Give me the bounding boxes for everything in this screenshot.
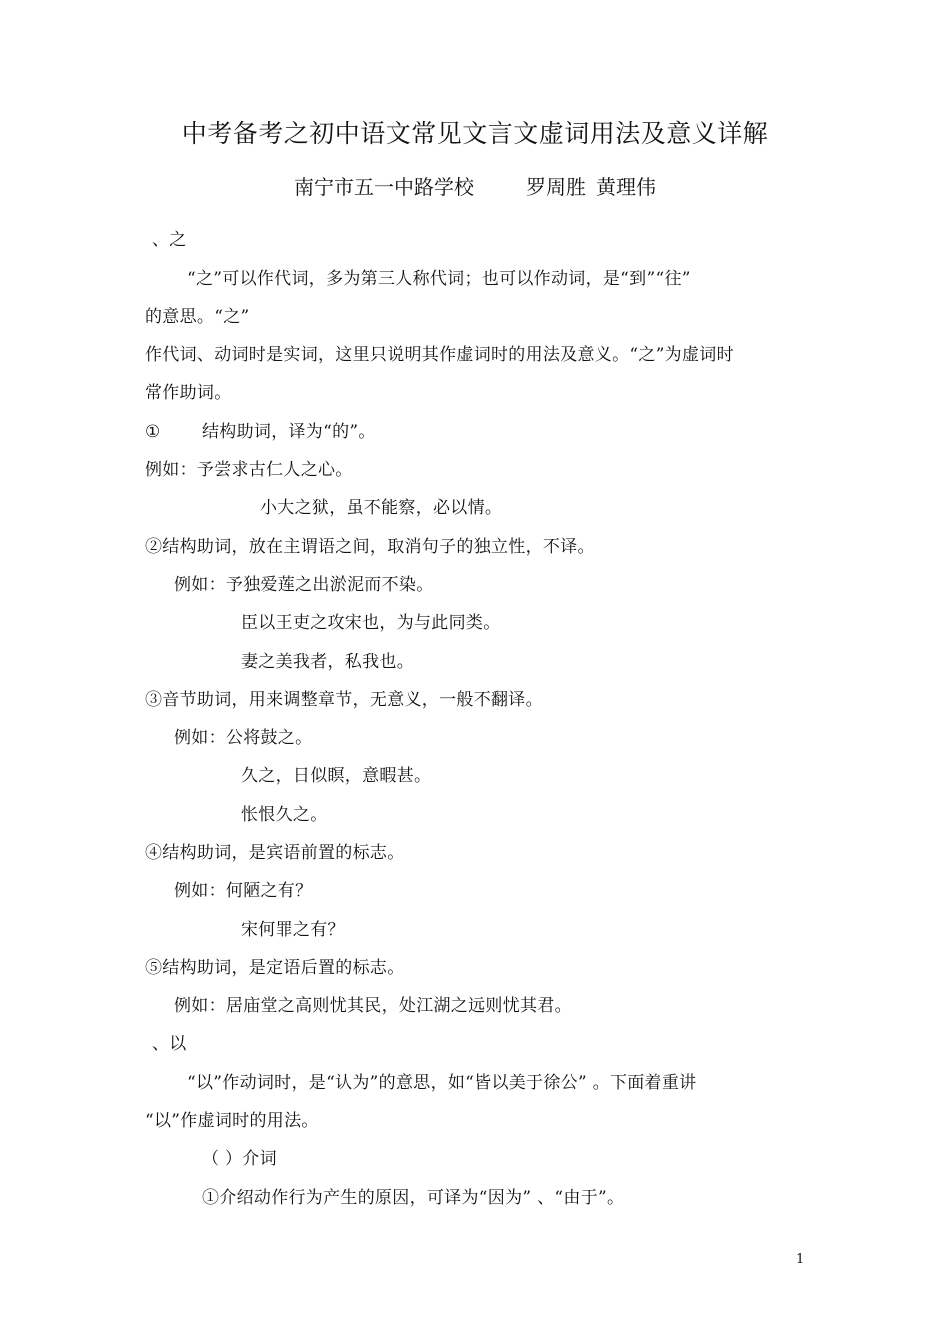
author-name: 黄理伟 bbox=[596, 175, 656, 199]
body-text-line: 的意思。“之” bbox=[145, 307, 250, 327]
example-line: 久之，日似瞑，意暇甚。 bbox=[241, 766, 432, 786]
list-marker: ① bbox=[145, 422, 161, 442]
example-line: 宋何罪之有？ bbox=[241, 920, 345, 940]
body-text-line: ①介绍动作行为产生的原因，可译为“因为” 、“由于”。 bbox=[202, 1188, 625, 1208]
body-text-line: “以”作虚词时的用法。 bbox=[145, 1111, 319, 1131]
example-line: 例如：予独爱莲之出淤泥而不染。 bbox=[174, 575, 434, 595]
body-text-line: “之”可以作代词，多为第三人称代词；也可以作动词，是“到”“往” bbox=[187, 269, 691, 289]
example-line: 小大之狱，虽不能察，必以情。 bbox=[260, 498, 503, 518]
body-text-line: 作代词、动词时是实词，这里只说明其作虚词时的用法及意义。“之”为虚词时 bbox=[145, 345, 734, 365]
example-line: 臣以王吏之攻宋也，为与此同类。 bbox=[241, 613, 501, 633]
body-text-line: ③音节助词，用来调整章节，无意义，一般不翻译。 bbox=[145, 690, 543, 710]
body-text-line: 结构助词，译为“的”。 bbox=[202, 422, 376, 442]
school-name: 南宁市五一中路学校 bbox=[294, 175, 474, 199]
example-line: 例如：居庙堂之高则忧其民，处江湖之远则忧其君。 bbox=[174, 996, 572, 1016]
example-line: 例如：予尝求古仁人之心。 bbox=[145, 460, 353, 480]
section-heading: 、之 bbox=[152, 230, 187, 250]
example-line: 例如：公将鼓之。 bbox=[174, 728, 313, 748]
body-text-line: ②结构助词，放在主谓语之间，取消句子的独立性，不译。 bbox=[145, 537, 595, 557]
body-text-line: 常作助词。 bbox=[145, 383, 232, 403]
body-text-line: ⑤结构助词，是定语后置的标志。 bbox=[145, 958, 405, 978]
example-line: 妻之美我者，私我也。 bbox=[241, 652, 414, 672]
document-title: 中考备考之初中语文常见文言文虚词用法及意义详解 bbox=[181, 119, 769, 148]
example-line: 怅恨久之。 bbox=[241, 805, 328, 825]
author-name: 罗周胜 bbox=[526, 175, 586, 199]
subsection-heading: （ ）介词 bbox=[202, 1149, 277, 1169]
body-text-line: “以”作动词时，是“认为”的意思，如“皆以美于徐公” 。下面着重讲 bbox=[187, 1073, 697, 1093]
document-subtitle bbox=[0, 174, 950, 200]
example-line: 例如：何陋之有？ bbox=[174, 881, 313, 901]
body-text-line: ④结构助词，是宾语前置的标志。 bbox=[145, 843, 405, 863]
section-heading: 、以 bbox=[152, 1034, 187, 1054]
page-number: 1 bbox=[796, 1252, 805, 1267]
